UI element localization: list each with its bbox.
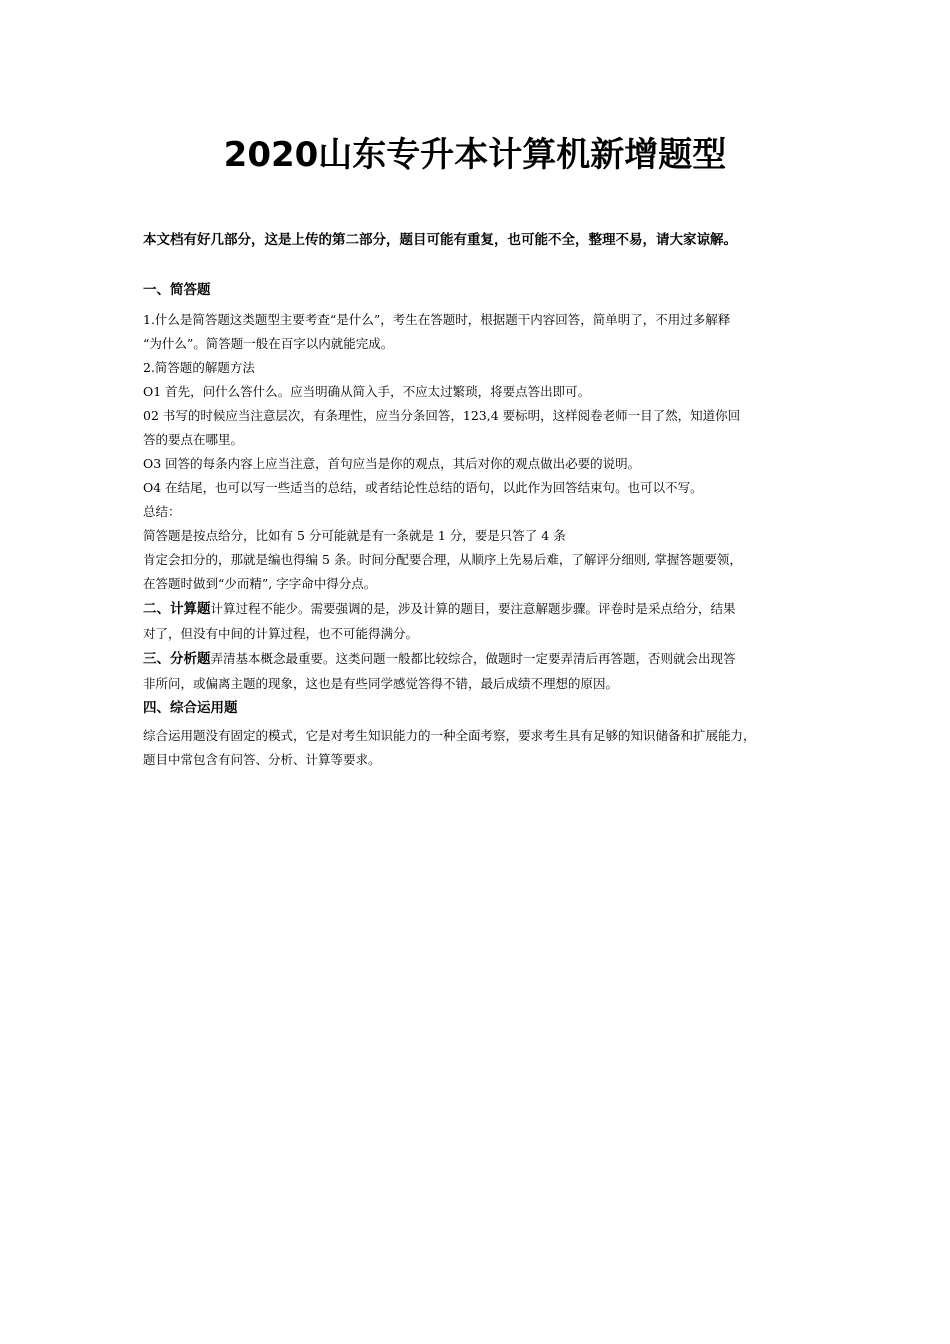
paragraph-line: 简答题是按点给分，比如有 5 分可能就是有一条就是 1 分，要是只答了 4 条 <box>143 528 566 543</box>
section-heading-short-answer: 一、简答题 <box>143 282 211 298</box>
section-heading-analysis: 三、分析题 <box>143 651 211 667</box>
paragraph-line: O1 首先，问什么答什么。应当明确从简入手，不应太过繁琐，将要点答出即可。 <box>143 384 591 399</box>
section-analysis <box>143 646 823 672</box>
paragraph-line: “为什么”。简答题一般在百字以内就能完成。 <box>143 336 394 351</box>
paragraph-line: 综合运用题没有固定的模式，它是对考生知识能力的一种全面考察，要求考生具有足够的知识储备和扩展能力， <box>143 728 756 743</box>
paragraph-line: 在答题时做到“少而精”, 字字命中得分点。 <box>143 576 377 591</box>
upload-notice: 本文档有好几部分，这是上传的第二部分，题目可能有重复，也可能不全，整理不易，请大家谅解。 <box>143 232 737 248</box>
paragraph-line: 2.简答题的解题方法 <box>143 360 255 375</box>
section-calculation <box>143 596 823 622</box>
section-heading-calculation: 二、计算题 <box>143 601 211 617</box>
paragraph-line: 对了，但没有中间的计算过程，也不可能得满分。 <box>143 626 419 641</box>
document-title: 2020山东专升本计算机新增题型 <box>223 135 727 175</box>
paragraph-line: O3 回答的每条内容上应当注意，首句应当是你的观点，其后对你的观点做出必要的说明。 <box>143 456 641 471</box>
paragraph-line: 答的要点在哪里。 <box>143 432 244 447</box>
paragraph-line: 总结： <box>143 504 181 519</box>
paragraph-text: 弄清基本概念最重要。这类问题一般都比较综合，做题时一定要弄清后再答题，否则就会出现答 <box>210 651 736 666</box>
section-heading-comprehensive: 四、综合运用题 <box>143 700 238 716</box>
document-body <box>143 280 823 772</box>
paragraph-line: O4 在结尾，也可以写一些适当的总结，或者结论性总结的语句，以此作为回答结束句。也可以不写。 <box>143 480 703 495</box>
paragraph-line: 题目中常包含有问答、分析、计算等要求。 <box>143 752 381 767</box>
paragraph-line: 02 书写的时候应当注意层次，有条理性，应当分条回答，123,4 要标明，这样阅卷老师一目了然，知道你回 <box>143 408 741 423</box>
paragraph-text: 计算过程不能少。需要强调的是，涉及计算的题目，要注意解题步骤。评卷时是采点给分，结果 <box>210 601 736 616</box>
paragraph-line: 肯定会扣分的，那就是编也得编 5 条。时间分配要合理，从顺序上先易后难，了解评分细则, 掌握答题要领， <box>143 552 742 567</box>
paragraph-line: 1.什么是简答题这类题型主要考查“是什么”，考生在答题时，根据题干内容回答，简单明了，不用过多解释 <box>143 312 731 327</box>
paragraph-line: 非所问，或偏离主题的现象，这也是有些同学感觉答得不错，最后成绩不理想的原因。 <box>143 676 619 691</box>
